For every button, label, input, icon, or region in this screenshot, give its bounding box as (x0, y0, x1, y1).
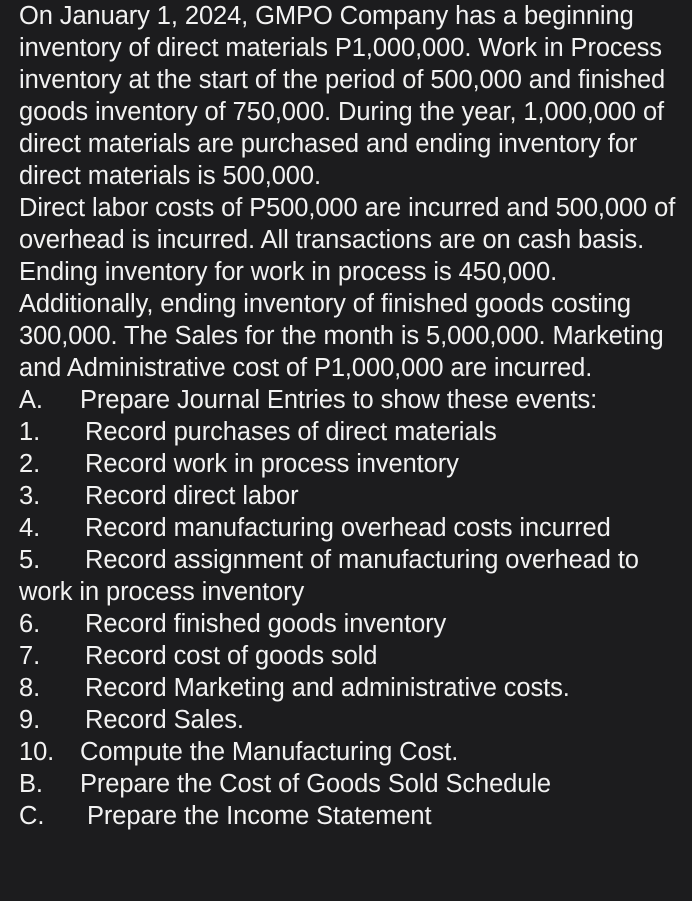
intro-paragraph: On January 1, 2024, GMPO Company has a beginning inventory of direct materials P1,000,000. Work in Process inventory at the start of the period of 500,000 and finished goods inventory of 750,000. During the year, 1,000,000 of direct materials are purchased and ending inventory for direct materials is 500,000. (19, 2, 673, 190)
step-10 (19, 736, 687, 768)
step-text: Compute the Manufacturing Cost. (80, 738, 459, 766)
step-7 (19, 640, 687, 672)
step-text: Record manufacturing overhead costs incurred (85, 514, 611, 542)
requirement-b-marker: B. (19, 770, 43, 798)
step-marker: 7. (19, 642, 41, 670)
details-paragraph: Direct labor costs of P500,000 are incurred and 500,000 of overhead is incurred. All transactions are on cash basis. Ending inventory for work in process is 450,000. Additionally, ending inventory of finished goods costing 300,000. The Sales for the month is 5,000,000. Marketing and Administrative cost of P1,000,000 are incurred. (19, 194, 683, 382)
step-marker: 6. (19, 610, 41, 638)
step-text: Record Sales. (85, 706, 244, 734)
requirement-c-text: Prepare the Income Statement (87, 802, 432, 830)
step-marker: 4. (19, 514, 41, 542)
step-text: Record work in process inventory (85, 450, 459, 478)
requirement-a-marker: A. (19, 386, 43, 414)
requirement-b-text: Prepare the Cost of Goods Sold Schedule (80, 770, 551, 798)
step-8 (19, 672, 687, 704)
step-marker: 10. (19, 738, 55, 766)
step-text: Record direct labor (85, 482, 299, 510)
step-6 (19, 608, 687, 640)
step-marker: 5. (19, 546, 41, 574)
requirement-b (19, 768, 687, 800)
step-marker: 9. (19, 706, 41, 734)
step-text: Record purchases of direct materials (85, 418, 497, 446)
step-marker: 1. (19, 418, 41, 446)
step-marker: 2. (19, 450, 41, 478)
step-4 (19, 512, 687, 544)
requirement-c-marker: C. (19, 802, 45, 830)
step-5 (19, 544, 687, 608)
requirement-c (19, 800, 687, 832)
step-text: Record Marketing and administrative costs. (85, 674, 570, 702)
step-marker: 8. (19, 674, 41, 702)
step-1 (19, 416, 687, 448)
step-text: Record finished goods inventory (85, 610, 447, 638)
step-marker: 3. (19, 482, 41, 510)
requirement-a-text: Prepare Journal Entries to show these events: (80, 386, 598, 414)
requirement-a (19, 384, 687, 416)
step-9 (19, 704, 687, 736)
step-text: Record cost of goods sold (85, 642, 378, 670)
step-text: Record assignment of manufacturing overhead to work in process inventory (19, 546, 639, 606)
step-3 (19, 480, 687, 512)
problem-document (19, 0, 687, 832)
step-2 (19, 448, 687, 480)
